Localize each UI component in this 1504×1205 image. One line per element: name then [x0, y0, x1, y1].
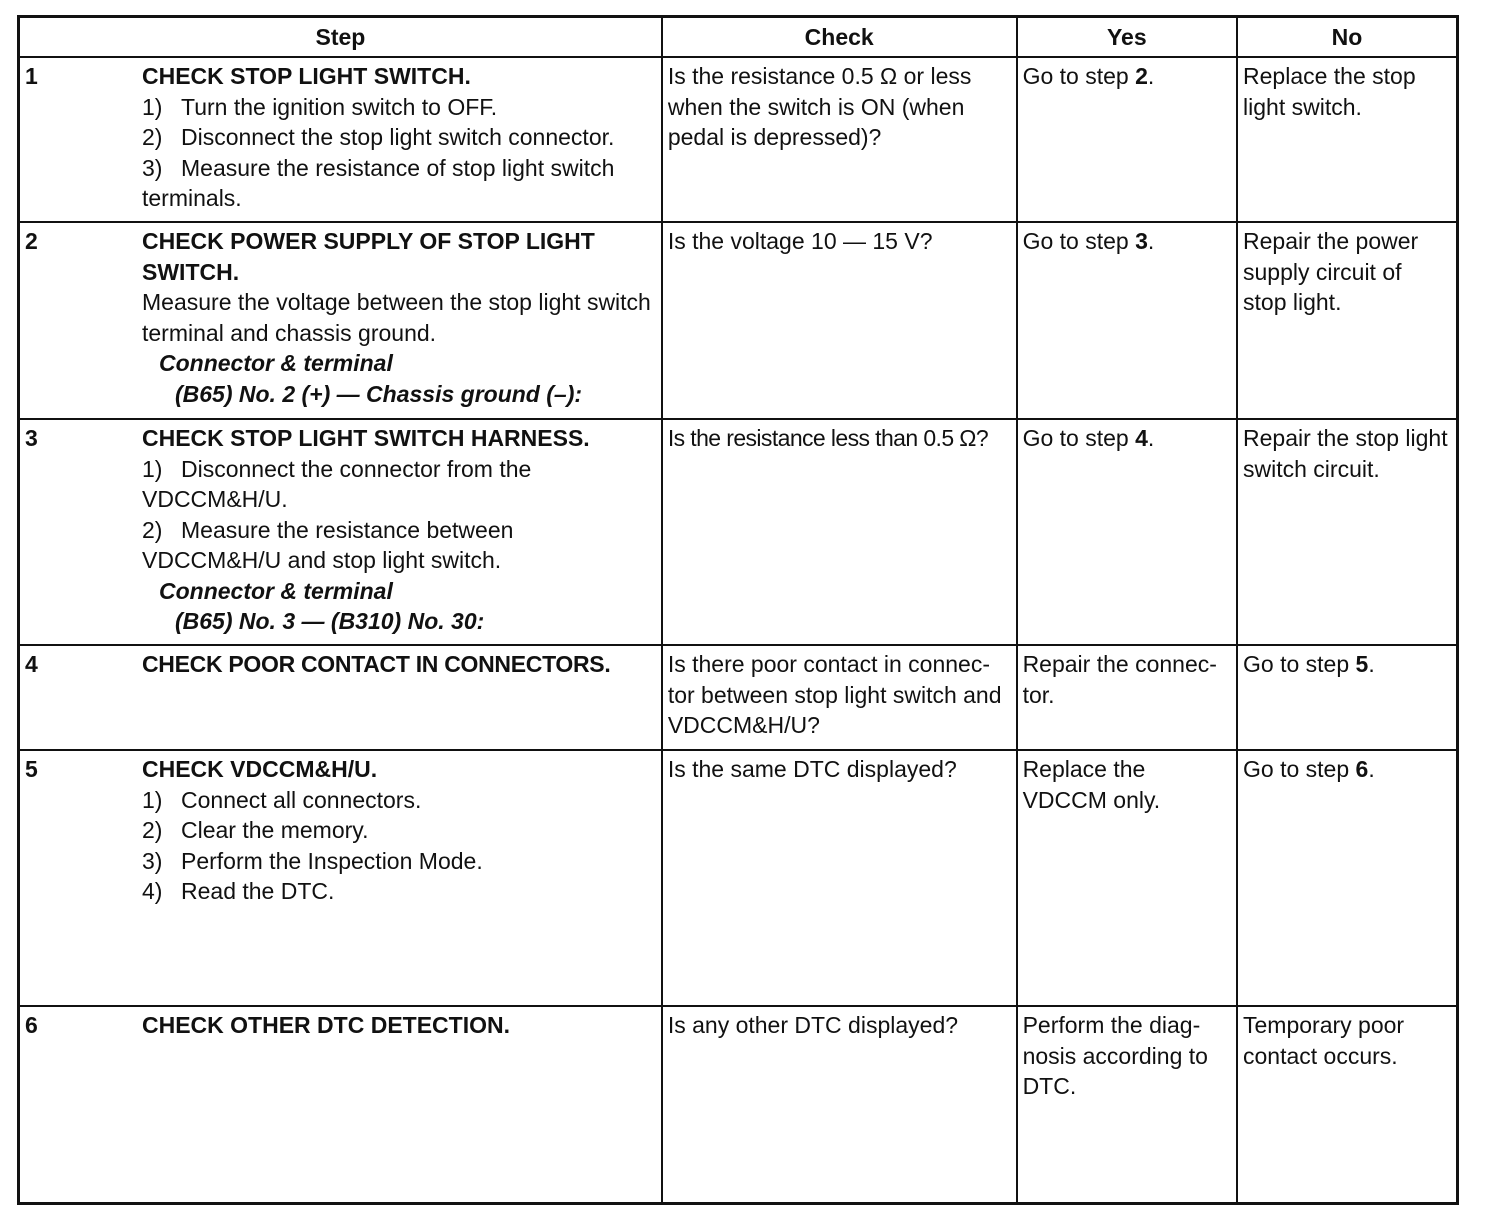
- step-title: CHECK OTHER DTC DETECTION.: [142, 1012, 510, 1038]
- procedure-number: 1): [142, 93, 163, 120]
- procedure-number: 2): [142, 124, 163, 150]
- yes-suffix: .: [1147, 425, 1155, 451]
- step-title: CHECK STOP LIGHT SWITCH HARNESS.: [142, 425, 590, 451]
- no-suffix: .: [1368, 651, 1375, 677]
- procedure-continuation: terminals.: [142, 185, 242, 211]
- procedure-item: [142, 785, 657, 816]
- step-cell: [19, 419, 662, 645]
- step-description: Measure the voltage between the stop light switch terminal and chassis ground.: [142, 289, 651, 346]
- step-number: 2: [25, 228, 38, 254]
- step-title: CHECK POOR CONTACT IN CONNECTORS.: [142, 651, 611, 677]
- yes-step-number: 3: [1135, 228, 1148, 254]
- yes-cell: Repair the connec-tor.: [1017, 645, 1237, 750]
- table-row: [19, 750, 1458, 1006]
- yes-cell: Perform the diag-nosis according to DTC.: [1017, 1006, 1237, 1204]
- procedure-item: [142, 515, 657, 546]
- check-cell: Is any other DTC displayed?: [662, 1006, 1017, 1204]
- procedure-text: Disconnect the stop light switch connector.: [181, 124, 615, 150]
- connector-label: Connector & terminal: [159, 577, 393, 604]
- no-prefix: Go to step: [1243, 651, 1356, 677]
- step-cell: [19, 645, 662, 750]
- procedure-number: 1): [142, 455, 163, 482]
- header-check: Check: [662, 17, 1017, 58]
- header-yes: Yes: [1017, 17, 1237, 58]
- procedure-text: Disconnect the connector from the: [181, 455, 532, 482]
- check-cell: Is the resistance less than 0.5 Ω?: [662, 419, 1017, 645]
- procedure-number: 4): [142, 878, 163, 904]
- procedure-item: [142, 454, 657, 485]
- no-cell: Repair the stop light switch circuit.: [1237, 419, 1457, 645]
- step-title: CHECK STOP LIGHT SWITCH.: [142, 63, 471, 89]
- step-number: 1: [25, 63, 38, 89]
- yes-prefix: Go to step: [1022, 63, 1136, 89]
- step-number: 3: [25, 425, 38, 451]
- procedure-text: Connect all connectors.: [181, 786, 422, 813]
- procedure-number: 1): [142, 786, 163, 813]
- procedure-continuation: VDCCM&H/U and stop light switch.: [142, 547, 502, 573]
- procedure-text: Read the DTC.: [181, 878, 335, 904]
- yes-step-number: 4: [1135, 425, 1148, 451]
- check-cell: Is there poor contact in connec-tor between stop light switch and VDCCM&H/U?: [662, 645, 1017, 750]
- connector-value: (B65) No. 3 — (B310) No. 30:: [175, 608, 485, 634]
- step-cell: [19, 222, 662, 419]
- header-row: [19, 17, 1458, 58]
- no-cell: Repair the power supply circuit of stop light.: [1237, 222, 1457, 419]
- no-prefix: Go to step: [1243, 756, 1356, 782]
- procedure-text: Measure the resistance of stop light switch: [181, 154, 615, 181]
- yes-suffix: .: [1147, 63, 1155, 89]
- no-cell: [1237, 645, 1457, 750]
- procedure-number: 2): [142, 516, 163, 543]
- yes-suffix: .: [1147, 228, 1155, 254]
- procedure-item: [142, 92, 657, 123]
- step-cell: [19, 750, 662, 1006]
- step-title: CHECK VDCCM&H/U.: [142, 756, 378, 782]
- table-row: [19, 419, 1458, 645]
- step-cell: [19, 1006, 662, 1204]
- table-row: [19, 645, 1458, 750]
- no-cell: [1237, 750, 1457, 1006]
- diagnostic-table: [17, 15, 1459, 1205]
- procedure-item: [142, 876, 657, 907]
- header-step: Step: [19, 17, 662, 58]
- procedure-number: 3): [142, 847, 163, 874]
- yes-cell: [1017, 222, 1237, 419]
- yes-cell: [1017, 419, 1237, 645]
- no-cell: Temporary poor contact occurs.: [1237, 1006, 1457, 1204]
- table-row: [19, 1006, 1458, 1204]
- procedure-number: 3): [142, 154, 163, 181]
- yes-cell: [1017, 57, 1237, 222]
- step-cell: [19, 57, 662, 222]
- yes-prefix: Go to step: [1022, 228, 1136, 254]
- connector-value: (B65) No. 2 (+) — Chassis ground (–):: [175, 380, 583, 407]
- step-number: 4: [25, 651, 38, 677]
- check-cell: Is the same DTC displayed?: [662, 750, 1017, 1006]
- procedure-continuation: VDCCM&H/U.: [142, 486, 288, 512]
- step-title: CHECK POWER SUPPLY OF STOP LIGHT SWITCH.: [142, 228, 595, 285]
- procedure-text: Clear the memory.: [181, 817, 369, 843]
- procedure-item: [142, 815, 657, 846]
- step-number: 6: [25, 1012, 38, 1038]
- yes-cell: Replace the VDCCM only.: [1017, 750, 1237, 1006]
- procedure-number: 2): [142, 817, 163, 843]
- procedure-item: [142, 153, 657, 184]
- no-step-number: 5: [1355, 651, 1369, 677]
- yes-step-number: 2: [1135, 63, 1148, 89]
- table-row: [19, 57, 1458, 222]
- header-no: No: [1237, 17, 1457, 58]
- procedure-text: Perform the Inspection Mode.: [181, 847, 483, 874]
- table-row: [19, 222, 1458, 419]
- check-cell: Is the voltage 10 — 15 V?: [662, 222, 1017, 419]
- procedure-item: [142, 122, 657, 153]
- procedure-text: Turn the ignition switch to OFF.: [181, 93, 498, 120]
- procedure-item: [142, 846, 657, 877]
- no-step-number: 6: [1355, 756, 1369, 782]
- no-suffix: .: [1368, 756, 1375, 782]
- no-cell: Replace the stop light switch.: [1237, 57, 1457, 222]
- check-cell: Is the resistance 0.5 Ω or less when the switch is ON (when pedal is depressed)?: [662, 57, 1017, 222]
- yes-prefix: Go to step: [1022, 425, 1136, 451]
- connector-label: Connector & terminal: [159, 350, 393, 376]
- step-number: 5: [25, 756, 38, 782]
- procedure-text: Measure the resistance between: [181, 516, 514, 543]
